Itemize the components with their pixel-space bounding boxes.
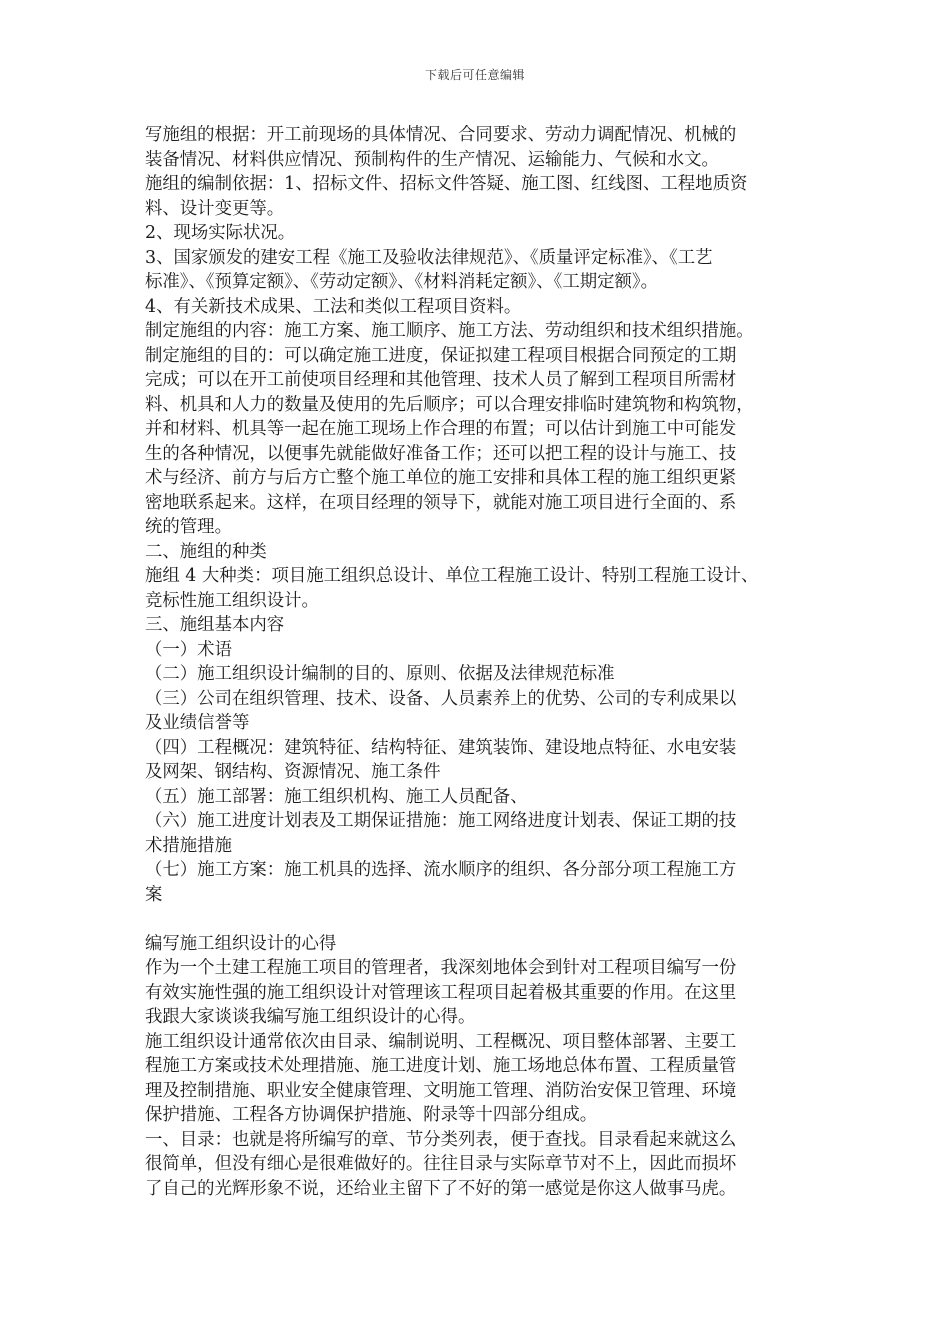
list-item: （五）施工部署：施工组织机构、施工人员配备、: [145, 786, 528, 807]
list-item: （六）施工进度计划表及工期保证措施：施工网络进度计划表、保证工期的技: [145, 811, 737, 831]
blank-line: [145, 907, 809, 932]
list-item: （三）公司在组织管理、技术、设备、人员素养上的优势、公司的专利成果以: [145, 688, 737, 709]
list-item: （七）施工方案：施工机具的选择、流水顺序的组织、各分部分项工程施工方: [145, 860, 737, 880]
list-item: （四）工程概况：建筑特征、结构特征、建筑装饰、建设地点特征、水电安装: [145, 737, 737, 758]
text-line: 术与经济、前方与后方亡整个施工单位的施工安排和具体工程的施工组织更紧: [145, 468, 737, 488]
text-line: 4、有关新技术成果、工法和类似工程项目资料。: [145, 296, 522, 317]
text-line: 2、现场实际状况。: [145, 223, 296, 243]
text-line: 料、设计变更等。: [145, 198, 285, 219]
text-line: 施工组织设计通常依次由目录、编制说明、工程概况、项目整体部署、主要工: [145, 1031, 737, 1052]
text-line: 竞标性施工组织设计。: [145, 590, 319, 611]
list-item: 及网架、钢结构、资源情况、施工条件: [145, 762, 441, 782]
text-line: 施组 4 大种类：项目施工组织总设计、单位工程施工设计、特别工程施工设计、: [145, 566, 759, 586]
list-item: 案: [145, 884, 163, 905]
list-item: （一）术语: [145, 639, 232, 660]
text-line: 程施工方案或技术处理措施、施工进度计划、施工场地总体布置、工程质量管: [145, 1056, 737, 1076]
section-heading: 编写施工组织设计的心得: [145, 933, 337, 954]
text-line: 很简单，但没有细心是很难做好的。往往目录与实际章节对不上，因此而损坏: [145, 1154, 737, 1174]
section-heading: 二、施组的种类: [145, 541, 267, 562]
text-line: 写施组的根据：开工前现场的具体情况、合同要求、劳动力调配情况、机械的: [145, 125, 737, 145]
document-body: [145, 123, 809, 1201]
text-line: 装备情况、材料供应情况、预制构件的生产情况、运输能力、气候和水文。: [145, 149, 719, 170]
text-line: 保护措施、工程各方协调保护措施、附录等十四部分组成。: [145, 1105, 598, 1125]
text-line: 3、国家颁发的建安工程《施工及验收法律规范》、《质量评定标准》、《工艺: [145, 247, 713, 268]
text-line: 我跟大家谈谈我编写施工组织设计的心得。: [145, 1007, 476, 1027]
text-line: 料、机具和人力的数量及使用的先后顺序；可以合理安排临时建筑物和构筑物，: [145, 394, 754, 415]
list-item: 及业绩信誉等: [145, 713, 250, 733]
text-line: 并和材料、机具等一起在施工现场上作合理的布置；可以估计到施工中可能发: [145, 419, 737, 439]
text-line: 理及控制措施、职业安全健康管理、文明施工管理、消防治安保卫管理、环境: [145, 1080, 737, 1101]
text-line: 统的管理。: [145, 517, 232, 537]
page-header: 下载后可任意编辑: [424, 68, 525, 82]
list-item: 术措施措施: [145, 835, 232, 856]
section-heading: 三、施组基本内容: [145, 615, 285, 635]
text-line: 作为一个土建工程施工项目的管理者，我深刻地体会到针对工程项目编写一份: [145, 958, 737, 978]
text-line: 施组的编制依据：1、招标文件、招标文件答疑、施工图、红线图、工程地质资: [145, 174, 748, 194]
text-line: 生的各种情况，以便事先就能做好准备工作；还可以把工程的设计与施工、技: [145, 443, 737, 464]
text-line: 密地联系起来。这样，在项目经理的领导下，就能对施工项目进行全面的、系: [145, 492, 737, 513]
text-line: 了自己的光辉形象不说，还给业主留下了不好的第一感觉是你这人做事马虎。: [145, 1178, 737, 1199]
text-line: 完成；可以在开工前使项目经理和其他管理、技术人员了解到工程项目所需材: [145, 370, 737, 390]
text-line: 一、目录：也就是将所编写的章、节分类列表，便于查找。目录看起来就这么: [145, 1129, 737, 1150]
text-line: 有效实施性强的施工组织设计对管理该工程项目起着极其重要的作用。在这里: [145, 982, 737, 1003]
text-line: 制定施组的内容：施工方案、施工顺序、施工方法、劳动组织和技术组织措施。: [145, 321, 754, 341]
text-line: 标准》、《预算定额》、《劳动定额》、《材料消耗定额》、《工期定额》。: [145, 272, 658, 292]
text-line: 制定施组的目的：可以确定施工进度，保证拟建工程项目根据合同预定的工期: [145, 345, 737, 366]
list-item: （二）施工组织设计编制的目的、原则、依据及法律规范标准: [145, 664, 615, 684]
